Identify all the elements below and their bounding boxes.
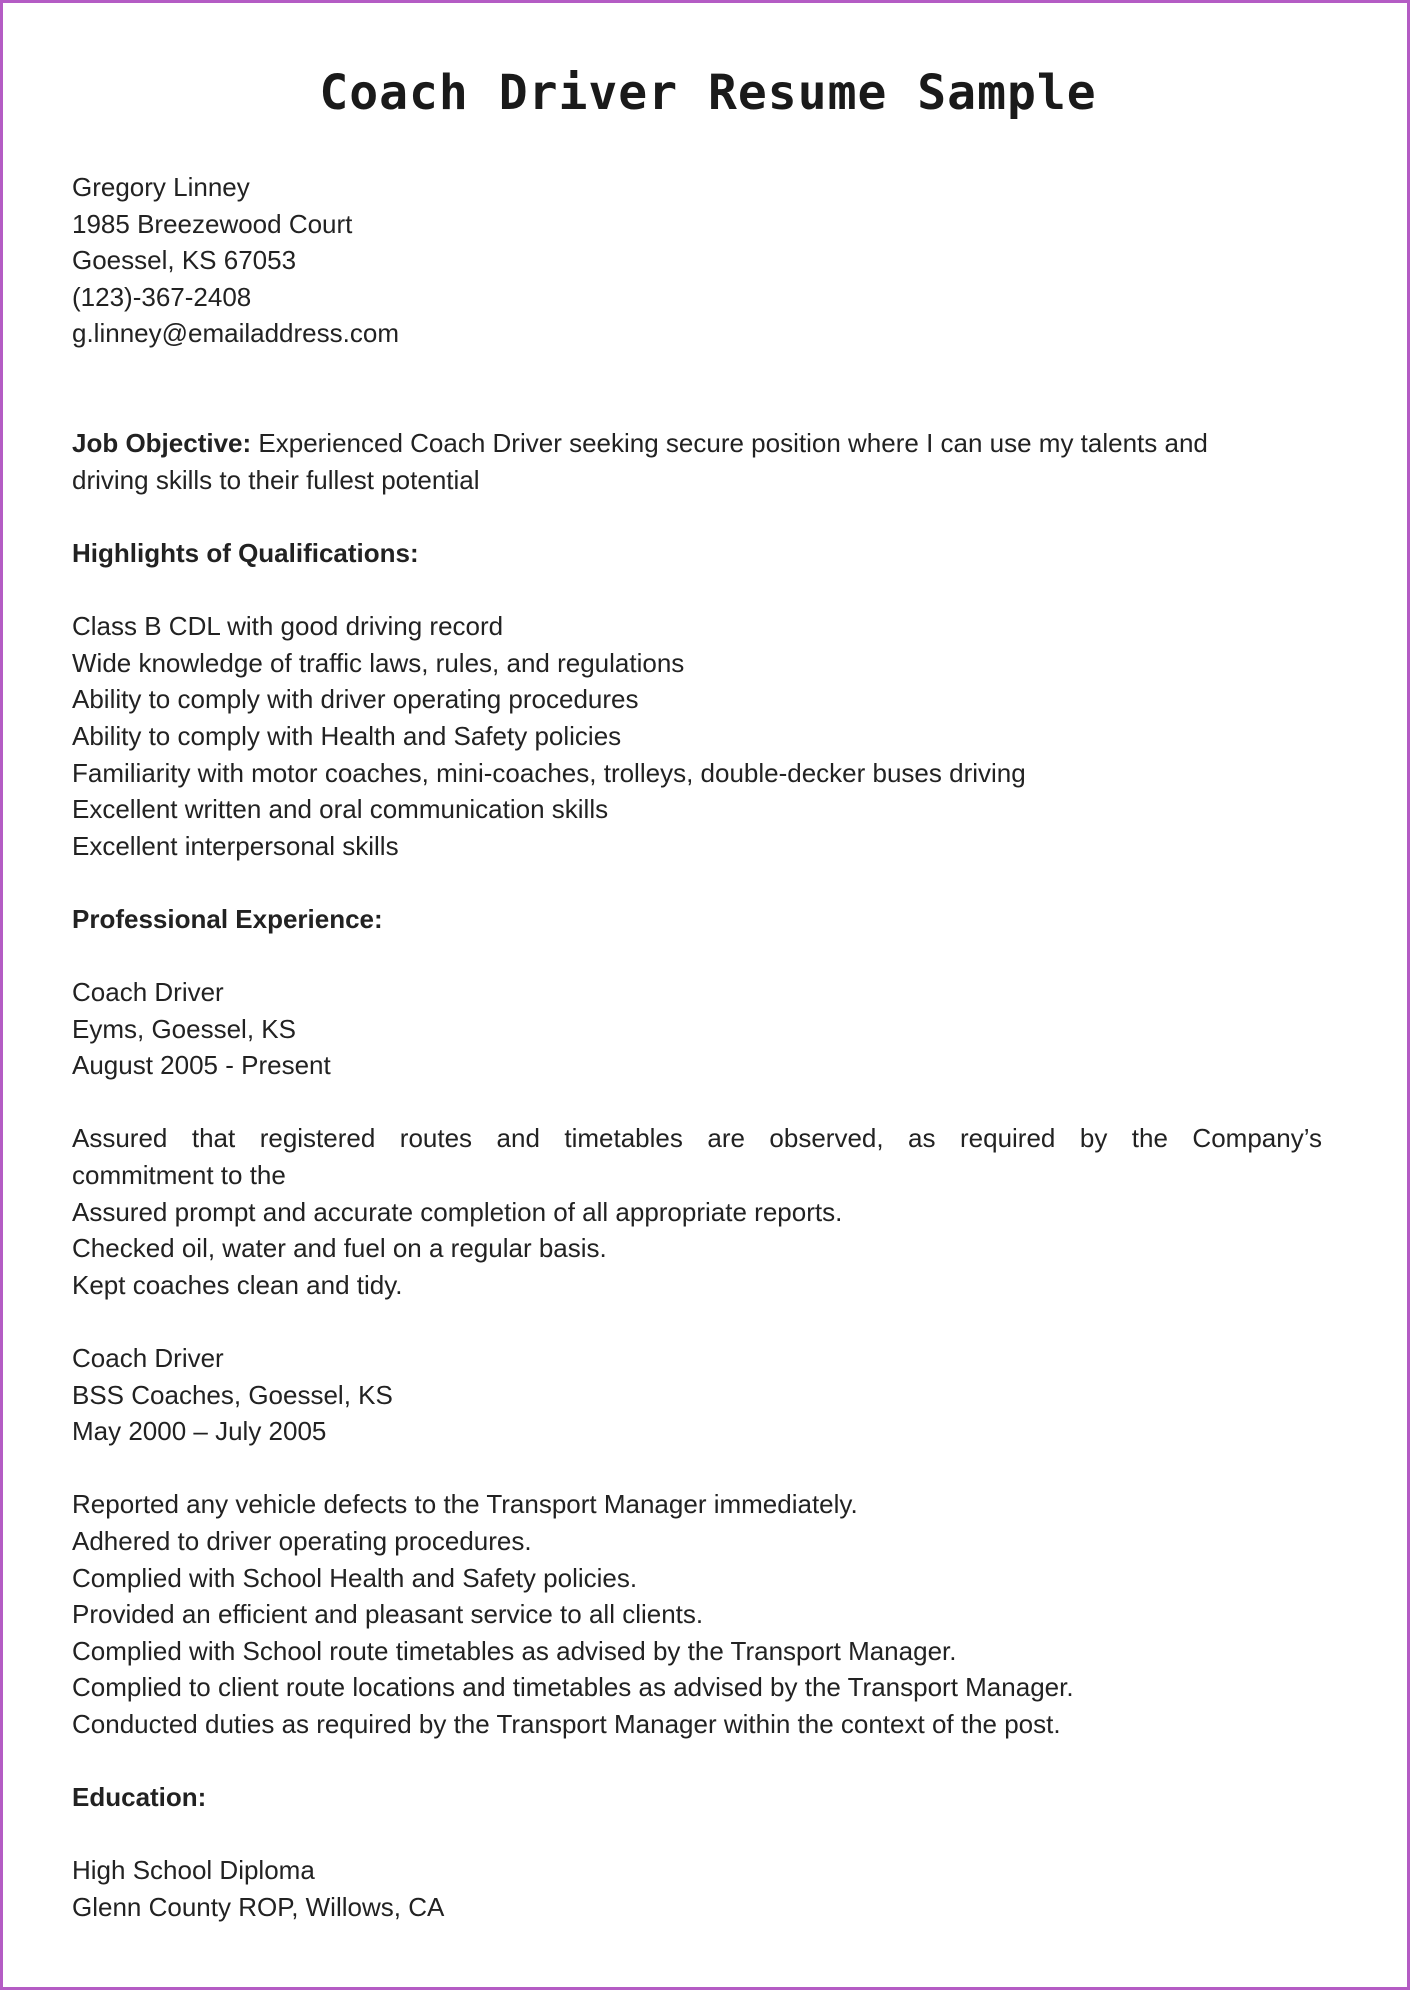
qualification-item: Excellent interpersonal skills (72, 830, 399, 861)
education-degree: High School Diploma (72, 1855, 315, 1886)
job-entry (72, 974, 1322, 1303)
objective-label: Job Objective: (72, 428, 252, 459)
job-duty: Checked oil, water and fuel on a regular basis. (72, 1233, 607, 1264)
job-duty: Kept coaches clean and tidy. (72, 1269, 403, 1300)
objective-text-1: Experienced Coach Driver seeking secure position where I can use my talents and (258, 428, 1208, 459)
spacer (72, 864, 1322, 901)
objective-line-2: driving skills to their fullest potential (72, 464, 480, 495)
document-title: Coach Driver Resume Sample (319, 65, 1097, 121)
experience-heading: Professional Experience: (72, 903, 383, 934)
job-duty: Complied with School Health and Safety policies. (72, 1562, 638, 1593)
spacer (72, 352, 1322, 425)
objective-line-1 (72, 425, 1322, 462)
qualification-item: Familiarity with motor coaches, mini-coaches, trolleys, double-decker buses driving (72, 757, 1026, 788)
job-entry (72, 1340, 1322, 1743)
contact-name: Gregory Linney (72, 172, 250, 202)
qualification-item: Ability to comply with driver operating procedures (72, 684, 639, 715)
contact-address-line-1: 1985 Breezewood Court (72, 208, 353, 239)
qualifications-section (72, 535, 1322, 864)
qualification-item: Class B CDL with good driving record (72, 611, 504, 642)
qualification-item: Wide knowledge of traffic laws, rules, and regulations (72, 647, 685, 678)
objective-section (72, 425, 1322, 498)
spacer (72, 1743, 1322, 1780)
job-duty: Assured prompt and accurate completion of all appropriate reports. (72, 1196, 843, 1227)
contact-email: g.linney@emailaddress.com (72, 318, 399, 349)
contact-block (72, 169, 1322, 352)
job-duty: Conducted duties as required by the Transport Manager within the context of the post. (72, 1708, 1061, 1739)
contact-address-line-2: Goessel, KS 67053 (72, 245, 297, 276)
spacer (72, 1084, 1322, 1121)
spacer (72, 937, 1322, 974)
job-duty: Adhered to driver operating procedures. (72, 1525, 532, 1556)
contact-phone: (123)-367-2408 (72, 281, 252, 312)
job-duty: Complied with School route timetables as advised by the Transport Manager. (72, 1635, 957, 1666)
job-duty: Assured that registered routes and timetables are observed, as required by the Company’s (72, 1123, 1322, 1154)
job-dates: May 2000 – July 2005 (72, 1416, 327, 1447)
qualification-item: Ability to comply with Health and Safety policies (72, 720, 622, 751)
job-title: Coach Driver (72, 1343, 224, 1373)
qualifications-heading: Highlights of Qualifications: (72, 537, 419, 568)
spacer (72, 572, 1322, 609)
job-duty: Reported any vehicle defects to the Transport Manager immediately. (72, 1489, 858, 1520)
education-heading: Education: (72, 1782, 207, 1813)
education-section (72, 1779, 1322, 1925)
education-school: Glenn County ROP, Willows, CA (72, 1891, 445, 1922)
job-duty: Complied to client route locations and timetables as advised by the Transport Manager. (72, 1672, 1074, 1703)
qualification-item: Excellent written and oral communication skills (72, 794, 609, 825)
job-duty-continued: commitment to the (72, 1160, 286, 1191)
spacer (72, 1450, 1322, 1487)
job-company: BSS Coaches, Goessel, KS (72, 1379, 393, 1410)
experience-section (72, 901, 1322, 1743)
spacer (72, 1816, 1322, 1853)
spacer (72, 1303, 1322, 1340)
job-company: Eyms, Goessel, KS (72, 1013, 296, 1044)
job-title: Coach Driver (72, 977, 224, 1008)
job-duty: Provided an efficient and pleasant service to all clients. (72, 1599, 704, 1630)
job-dates: August 2005 - Present (72, 1050, 331, 1081)
resume-body (72, 169, 1322, 1926)
spacer (72, 498, 1322, 535)
